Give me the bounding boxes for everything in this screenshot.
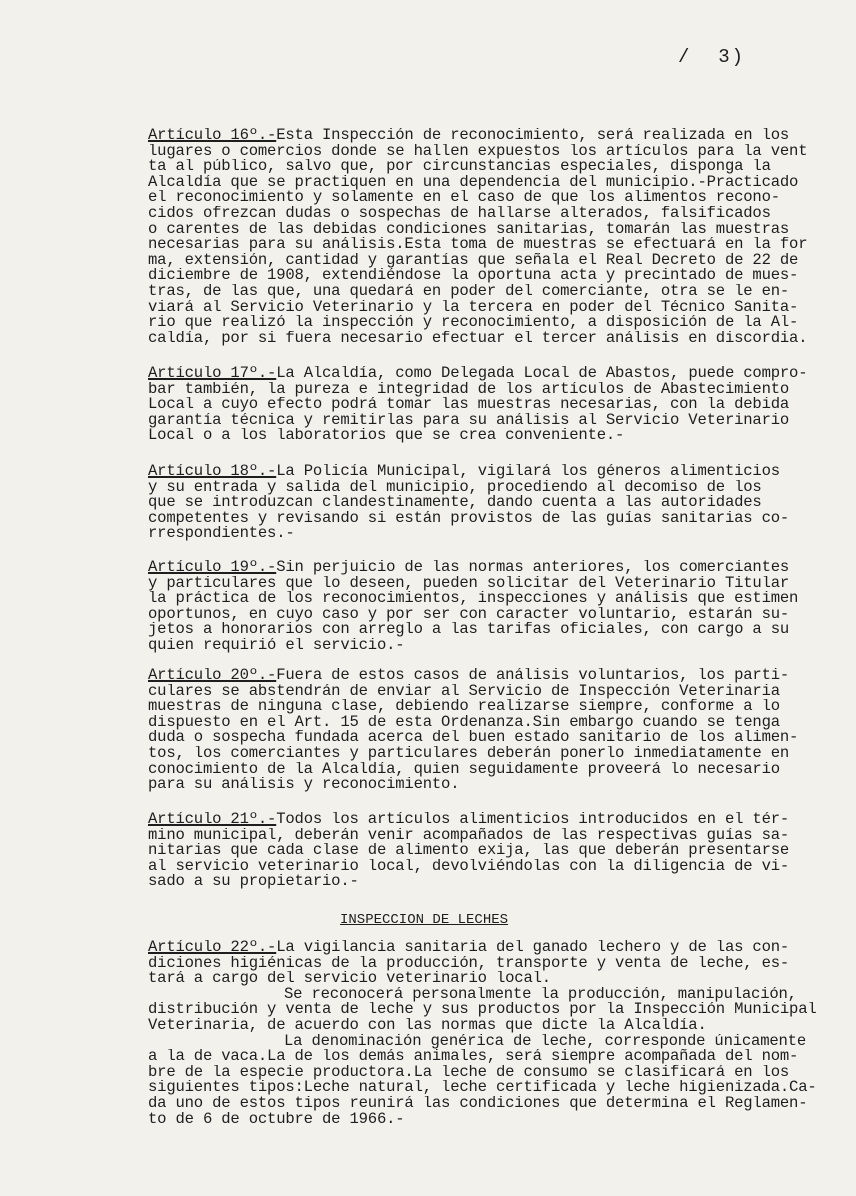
article-line: rio que realizó la inspección y reconocimiento, a disposición de la Al-	[148, 315, 799, 331]
article-heading: Artículo 17º.-	[148, 366, 277, 382]
article-line: oportunos, en cuyo caso y por ser con caracter voluntario, estarán su-	[148, 606, 790, 623]
article-line: Artículo 18º.-La Policía Municipal, vigilará los géneros alimenticios	[148, 464, 780, 480]
article-line: y su entrada y salida del municipio, procediendo al decomiso de los	[148, 479, 762, 496]
article-line: rrespondientes.-	[148, 526, 295, 542]
article-line: siguientes tipos:Leche natural, leche certificada y leche higienizada.Ca-	[148, 1080, 817, 1096]
article-line: diciones higiénicas de la producción, transporte y venta de leche, es-	[148, 955, 790, 972]
article-line: quien requirió el servicio.-	[148, 637, 405, 654]
article-line: garantía técnica y remitirlas para su análisis al Servicio Veterinario	[148, 412, 790, 429]
article-line: caldía, por si fuera necesario efectuar el tercer análisis en discordia.	[148, 330, 808, 347]
article-16	[148, 128, 852, 346]
article-line: Artículo 17º.-La Alcaldía, como Delegada Local de Abastos, puede compro-	[148, 366, 808, 382]
article-line: bre de la especie productora.La leche de consumo se clasificará en los	[148, 1064, 790, 1081]
article-20	[148, 668, 852, 793]
article-line: muestras de ninguna clase, debiendo realizarse siempre, conforme a lo	[148, 699, 780, 715]
article-line: y particulares que lo deseen, pueden solicitar del Veterinario Titular	[148, 575, 790, 592]
article-line: Alcaldía que se practiquen en una dependencia del municipio.-Practicado	[148, 174, 799, 191]
article-line: la práctica de los reconocimientos, inspecciones y análisis que estimen	[148, 591, 799, 607]
article-heading: Artículo 21º.-	[148, 812, 277, 828]
article-line: tras, de las que, una quedará en poder del comerciante, otra se le en-	[148, 283, 790, 300]
article-line: bar también, la pureza e integridad de los artículos de Abastecimiento	[148, 381, 790, 398]
article-line: necesarias para su análisis.Esta toma de muestras se efectuará en la for	[148, 237, 808, 253]
article-19	[148, 560, 852, 654]
article-line: culares se abstendrán de enviar al Servicio de Inspección Veterinaria	[148, 683, 780, 700]
article-line: ta al público, salvo que, por circunstancias especiales, disponga la	[148, 159, 771, 175]
article-line: al servicio veterinario local, devolviéndolas con la diligencia de vi-	[148, 858, 790, 875]
article-line: el reconocimiento y solamente en el caso de que los alimentos recono-	[148, 190, 780, 206]
article-line: tos, los comerciantes y particulares deberán ponerlo inmediatamente en	[148, 745, 790, 762]
article-line: diciembre de 1908, extendiéndose la oportuna acta y precintado de mues-	[148, 268, 799, 284]
page-number: / 3)	[678, 46, 746, 68]
article-17	[148, 366, 852, 444]
article-heading: Artículo 20º.-	[148, 668, 277, 684]
article-line: que se introduzcan clandestinamente, dando cuenta a las autoridades	[148, 495, 762, 511]
article-line: Artículo 20º.-Fuera de estos casos de análisis voluntarios, los parti-	[148, 668, 790, 684]
article-line: to de 6 de octubre de 1966.-	[148, 1111, 405, 1128]
article-line: nitarias que cada clase de alimento exija, las que deberán presentarse	[148, 843, 790, 859]
article-line: viará al Servicio Veterinario y la tercera en poder del Técnico Sanita-	[148, 299, 799, 316]
article-line: o carentes de las debidas condiciones sanitarias, tomarán las muestras	[148, 221, 790, 238]
article-line: jetos a honorarios con arreglo a las tarifas oficiales, con cargo a su	[148, 622, 790, 638]
article-line: a la de vaca.La de los demás animales, será siempre acompañada del nom-	[148, 1049, 799, 1065]
article-heading: Artículo 19º.-	[148, 560, 277, 576]
article-line: Veterinaria, de acuerdo con las normas que dicte la Alcaldía.	[148, 1017, 707, 1034]
article-line: da uno de estos tipos reunirá las condiciones que determina el Reglamen-	[148, 1095, 808, 1112]
article-22	[148, 940, 852, 1127]
article-line: Artículo 21º.-Todos los artículos alimenticios introducidos en el tér-	[148, 812, 790, 828]
article-line: sado a su propietario.-	[148, 874, 359, 890]
article-line: mino municipal, deberán venir acompañados de las respectivas guías sa-	[148, 827, 790, 844]
article-line: cidos ofrezcan dudas o sospechas de hallarse alterados, falsificados	[148, 205, 771, 222]
article-line: dispuesto en el Art. 15 de esta Ordenanza.Sin embargo cuando se tenga	[148, 714, 780, 731]
article-line: para su análisis y reconocimiento.	[148, 777, 460, 793]
article-line: ma, extensión, cantidad y garantías que señala el Real Decreto de 22 de	[148, 252, 799, 269]
article-heading: Artículo 16º.-	[148, 128, 277, 144]
article-line: Artículo 16º.-Esta Inspección de reconocimiento, será realizada en los	[148, 128, 790, 144]
article-line: Artículo 22º.-La vigilancia sanitaria del ganado lechero y de las con-	[148, 940, 790, 956]
article-line: distribución y venta de leche y sus productos por la Inspección Municipal	[148, 1002, 817, 1018]
article-line: conocimiento de la Alcaldía, quien seguidamente proveerá lo necesario	[148, 761, 780, 778]
article-21	[148, 812, 852, 890]
article-18	[148, 464, 852, 542]
section-title: INSPECCION DE LECHES	[340, 912, 509, 928]
article-line: Local a cuyo efecto podrá tomar las muestras necesarias, con la debida	[148, 397, 790, 413]
article-line: La denominación genérica de leche, corresponde únicamente	[284, 1033, 806, 1050]
article-heading: Artículo 22º.-	[148, 940, 277, 956]
article-line: Se reconocerá personalmente la producción, manipulación,	[284, 986, 797, 1003]
article-heading: Artículo 18º.-	[148, 464, 277, 480]
article-line: tará a cargo del servicio veterinario local.	[148, 971, 551, 987]
article-line: Local o a los laboratorios que se crea conveniente.-	[148, 428, 625, 444]
article-line: competentes y revisando si están provistos de las guías sanitarias co-	[148, 510, 790, 527]
article-line: lugares o comercios donde se hallen expuestos los artículos para la vent	[148, 143, 808, 160]
article-line: Artículo 19º.-Sin perjuicio de las normas anteriores, los comerciantes	[148, 560, 790, 576]
article-line: duda o sospecha fundada acerca del buen estado sanitario de los alimen-	[148, 730, 799, 746]
